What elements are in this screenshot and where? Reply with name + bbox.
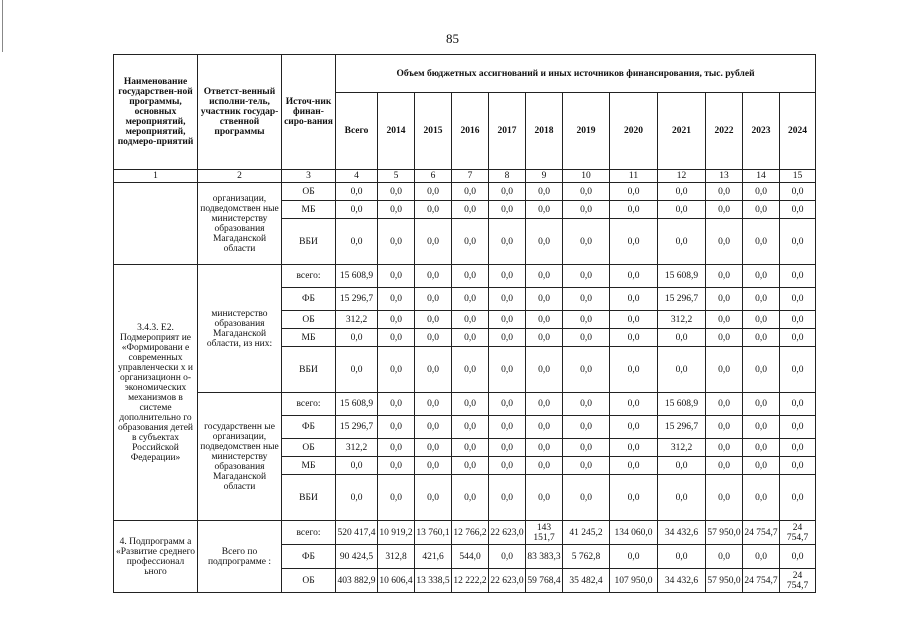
value-cell: 10 919,2 <box>378 521 415 545</box>
budget-table <box>113 54 816 593</box>
value-cell: 0,0 <box>526 201 563 219</box>
value-cell: 0,0 <box>658 329 706 347</box>
header-year: 2023 <box>743 93 780 170</box>
value-cell: 421,6 <box>415 545 452 569</box>
value-cell: 0,0 <box>706 265 743 288</box>
value-cell: 0,0 <box>489 475 526 521</box>
column-number: 6 <box>415 170 452 183</box>
value-cell: 0,0 <box>743 311 780 329</box>
value-cell: 0,0 <box>415 288 452 311</box>
value-cell: 0,0 <box>743 329 780 347</box>
value-cell: 0,0 <box>706 416 743 439</box>
value-cell: 0,0 <box>610 439 658 457</box>
value-cell: 0,0 <box>780 439 816 457</box>
value-cell: 15 296,7 <box>336 288 378 311</box>
column-number: 1 <box>114 170 198 183</box>
value-cell: 0,0 <box>378 265 415 288</box>
value-cell: 0,0 <box>658 183 706 201</box>
value-cell: 13 338,5 <box>415 569 452 593</box>
value-cell: 0,0 <box>610 201 658 219</box>
value-cell: 0,0 <box>526 219 563 265</box>
value-cell: 0,0 <box>610 347 658 393</box>
value-cell: 0,0 <box>415 219 452 265</box>
header-year: 2018 <box>526 93 563 170</box>
value-cell: 0,0 <box>658 457 706 475</box>
value-cell: 0,0 <box>336 457 378 475</box>
header-year: 2021 <box>658 93 706 170</box>
value-cell: 15 296,7 <box>336 416 378 439</box>
source-cell: ОБ <box>282 439 336 457</box>
value-cell: 0,0 <box>378 219 415 265</box>
value-cell: 0,0 <box>378 311 415 329</box>
column-number: 10 <box>563 170 610 183</box>
header-year: 2019 <box>563 93 610 170</box>
column-number: 7 <box>452 170 489 183</box>
value-cell: 0,0 <box>526 265 563 288</box>
value-cell: 0,0 <box>378 288 415 311</box>
value-cell: 0,0 <box>780 329 816 347</box>
value-cell: 0,0 <box>563 329 610 347</box>
value-cell: 0,0 <box>780 347 816 393</box>
value-cell: 107 950,0 <box>610 569 658 593</box>
source-cell: ОБ <box>282 183 336 201</box>
value-cell: 0,0 <box>526 183 563 201</box>
table-row <box>114 183 816 201</box>
value-cell: 0,0 <box>563 393 610 416</box>
value-cell: 0,0 <box>526 393 563 416</box>
value-cell: 0,0 <box>780 475 816 521</box>
value-cell: 34 432,6 <box>658 569 706 593</box>
value-cell: 15 296,7 <box>658 288 706 311</box>
value-cell: 0,0 <box>743 393 780 416</box>
value-cell: 15 608,9 <box>336 265 378 288</box>
value-cell: 0,0 <box>452 439 489 457</box>
value-cell: 0,0 <box>452 393 489 416</box>
value-cell: 0,0 <box>706 347 743 393</box>
value-cell: 312,2 <box>336 311 378 329</box>
value-cell: 0,0 <box>415 347 452 393</box>
value-cell: 0,0 <box>610 311 658 329</box>
value-cell: 0,0 <box>489 265 526 288</box>
value-cell: 134 060,0 <box>610 521 658 545</box>
value-cell: 0,0 <box>610 475 658 521</box>
value-cell: 0,0 <box>658 219 706 265</box>
header-year: 2016 <box>452 93 489 170</box>
value-cell: 0,0 <box>706 311 743 329</box>
value-cell: 0,0 <box>452 329 489 347</box>
value-cell: 0,0 <box>706 545 743 569</box>
value-cell: 0,0 <box>706 439 743 457</box>
executor-cell: государственн ые организации, подведомствен ные министерству образования Магаданской области <box>198 393 282 521</box>
value-cell: 22 623,0 <box>489 521 526 545</box>
value-cell: 312,2 <box>658 439 706 457</box>
value-cell: 24 754,7 <box>780 569 816 593</box>
value-cell: 0,0 <box>526 347 563 393</box>
value-cell: 90 424,5 <box>336 545 378 569</box>
value-cell: 0,0 <box>415 393 452 416</box>
value-cell: 0,0 <box>452 475 489 521</box>
value-cell: 0,0 <box>452 265 489 288</box>
source-cell: ОБ <box>282 569 336 593</box>
value-cell: 0,0 <box>658 201 706 219</box>
value-cell: 0,0 <box>780 393 816 416</box>
value-cell: 0,0 <box>489 439 526 457</box>
value-cell: 5 762,8 <box>563 545 610 569</box>
value-cell: 0,0 <box>563 457 610 475</box>
value-cell: 0,0 <box>610 219 658 265</box>
value-cell: 0,0 <box>706 329 743 347</box>
header-source: Источ-ник финан-сиро-вания <box>282 55 336 170</box>
value-cell: 24 754,7 <box>780 521 816 545</box>
value-cell: 57 950,0 <box>706 521 743 545</box>
value-cell: 0,0 <box>706 288 743 311</box>
value-cell: 0,0 <box>743 475 780 521</box>
value-cell: 0,0 <box>415 457 452 475</box>
value-cell: 0,0 <box>452 219 489 265</box>
header-year: 2022 <box>706 93 743 170</box>
table-row <box>114 265 816 288</box>
value-cell: 0,0 <box>563 439 610 457</box>
table-row <box>114 521 816 545</box>
source-cell: МБ <box>282 329 336 347</box>
column-number: 3 <box>282 170 336 183</box>
value-cell: 0,0 <box>415 475 452 521</box>
value-cell: 0,0 <box>336 183 378 201</box>
value-cell: 0,0 <box>610 457 658 475</box>
value-cell: 0,0 <box>378 347 415 393</box>
header-executor: Ответст-венный исполни-тель, участник государ-ственной программы <box>198 55 282 170</box>
value-cell: 0,0 <box>780 183 816 201</box>
value-cell: 0,0 <box>526 288 563 311</box>
value-cell: 0,0 <box>610 416 658 439</box>
column-number: 12 <box>658 170 706 183</box>
column-number: 2 <box>198 170 282 183</box>
header-funding-title: Объем бюджетных ассигнований и иных источников финансирования, тыс. рублей <box>336 55 816 93</box>
program-name-cell: 4. Подпрограмм а «Развитие среднего профессионал ьного <box>114 521 198 593</box>
value-cell: 0,0 <box>743 183 780 201</box>
page-number: 85 <box>446 31 459 46</box>
value-cell: 83 383,3 <box>526 545 563 569</box>
value-cell: 0,0 <box>563 311 610 329</box>
source-cell: всего: <box>282 393 336 416</box>
column-number: 5 <box>378 170 415 183</box>
value-cell: 12 222,2 <box>452 569 489 593</box>
value-cell: 0,0 <box>610 393 658 416</box>
source-cell: МБ <box>282 457 336 475</box>
value-cell: 22 623,0 <box>489 569 526 593</box>
value-cell: 0,0 <box>415 183 452 201</box>
value-cell: 0,0 <box>415 329 452 347</box>
value-cell: 0,0 <box>610 183 658 201</box>
value-cell: 0,0 <box>658 545 706 569</box>
value-cell: 0,0 <box>452 183 489 201</box>
header-year: 2014 <box>378 93 415 170</box>
value-cell: 0,0 <box>415 439 452 457</box>
source-cell: МБ <box>282 201 336 219</box>
value-cell: 0,0 <box>743 288 780 311</box>
value-cell: 0,0 <box>452 311 489 329</box>
value-cell: 0,0 <box>526 475 563 521</box>
value-cell: 0,0 <box>336 201 378 219</box>
source-cell: ФБ <box>282 288 336 311</box>
value-cell: 0,0 <box>526 329 563 347</box>
source-cell: всего: <box>282 521 336 545</box>
value-cell: 0,0 <box>563 288 610 311</box>
value-cell: 0,0 <box>489 347 526 393</box>
column-number: 14 <box>743 170 780 183</box>
value-cell: 24 754,7 <box>743 521 780 545</box>
value-cell: 0,0 <box>489 457 526 475</box>
value-cell: 0,0 <box>563 347 610 393</box>
value-cell: 0,0 <box>378 183 415 201</box>
value-cell: 0,0 <box>336 347 378 393</box>
value-cell: 0,0 <box>489 329 526 347</box>
value-cell: 0,0 <box>452 347 489 393</box>
source-cell: ВБИ <box>282 475 336 521</box>
value-cell: 0,0 <box>743 219 780 265</box>
value-cell: 0,0 <box>658 347 706 393</box>
source-cell: ФБ <box>282 545 336 569</box>
value-cell: 0,0 <box>706 475 743 521</box>
value-cell: 24 754,7 <box>743 569 780 593</box>
value-cell: 0,0 <box>378 439 415 457</box>
value-cell: 0,0 <box>706 219 743 265</box>
value-cell: 0,0 <box>563 201 610 219</box>
source-cell: ВБИ <box>282 219 336 265</box>
column-number: 8 <box>489 170 526 183</box>
value-cell: 0,0 <box>415 311 452 329</box>
value-cell: 0,0 <box>336 329 378 347</box>
executor-cell: Всего по подпрограмме : <box>198 521 282 593</box>
value-cell: 0,0 <box>743 201 780 219</box>
value-cell: 312,8 <box>378 545 415 569</box>
column-number: 9 <box>526 170 563 183</box>
value-cell: 312,2 <box>336 439 378 457</box>
value-cell: 0,0 <box>610 329 658 347</box>
value-cell: 15 608,9 <box>336 393 378 416</box>
value-cell: 0,0 <box>526 439 563 457</box>
header-year: 2020 <box>610 93 658 170</box>
value-cell: 403 882,9 <box>336 569 378 593</box>
value-cell: 0,0 <box>743 545 780 569</box>
header-total: Всего <box>336 93 378 170</box>
source-cell: всего: <box>282 265 336 288</box>
value-cell: 0,0 <box>706 457 743 475</box>
value-cell: 0,0 <box>563 219 610 265</box>
value-cell: 0,0 <box>706 201 743 219</box>
value-cell: 312,2 <box>658 311 706 329</box>
value-cell: 57 950,0 <box>706 569 743 593</box>
header-year: 2015 <box>415 93 452 170</box>
column-number: 13 <box>706 170 743 183</box>
source-cell: ВБИ <box>282 347 336 393</box>
value-cell: 0,0 <box>378 329 415 347</box>
value-cell: 0,0 <box>489 311 526 329</box>
value-cell: 0,0 <box>415 201 452 219</box>
value-cell: 0,0 <box>563 416 610 439</box>
value-cell: 143 151,7 <box>526 521 563 545</box>
value-cell: 0,0 <box>489 201 526 219</box>
value-cell: 0,0 <box>706 393 743 416</box>
value-cell: 0,0 <box>489 416 526 439</box>
table-row <box>114 393 816 416</box>
value-cell: 0,0 <box>526 416 563 439</box>
value-cell: 0,0 <box>743 457 780 475</box>
value-cell: 0,0 <box>563 183 610 201</box>
value-cell: 0,0 <box>526 457 563 475</box>
value-cell: 15 608,9 <box>658 265 706 288</box>
value-cell: 0,0 <box>780 416 816 439</box>
value-cell: 0,0 <box>610 545 658 569</box>
column-number: 11 <box>610 170 658 183</box>
value-cell: 0,0 <box>336 475 378 521</box>
value-cell: 0,0 <box>378 457 415 475</box>
program-name-cell <box>114 183 198 265</box>
value-cell: 544,0 <box>452 545 489 569</box>
value-cell: 0,0 <box>378 416 415 439</box>
program-name-cell: 3.4.3. Е2. Подмероприят ие «Формировани е современных управленчески х и организационн о-экономических механизмов в системе дополнительно го образования детей в субъектах Российской Федерации» <box>114 265 198 521</box>
value-cell: 0,0 <box>743 416 780 439</box>
value-cell: 59 768,4 <box>526 569 563 593</box>
source-cell: ФБ <box>282 416 336 439</box>
executor-cell: министерство образования Магаданской области, из них: <box>198 265 282 393</box>
value-cell: 0,0 <box>526 311 563 329</box>
value-cell: 0,0 <box>378 201 415 219</box>
value-cell: 0,0 <box>743 265 780 288</box>
source-cell: ОБ <box>282 311 336 329</box>
value-cell: 0,0 <box>452 416 489 439</box>
value-cell: 0,0 <box>378 393 415 416</box>
value-cell: 0,0 <box>780 201 816 219</box>
value-cell: 12 766,2 <box>452 521 489 545</box>
value-cell: 0,0 <box>706 183 743 201</box>
header-program-name: Наименование государствен-ной программы, основных мероприятий, мероприятий, подмеро-приятий <box>114 55 198 170</box>
value-cell: 0,0 <box>743 439 780 457</box>
value-cell: 0,0 <box>452 288 489 311</box>
value-cell: 0,0 <box>563 475 610 521</box>
value-cell: 0,0 <box>336 219 378 265</box>
value-cell: 0,0 <box>378 475 415 521</box>
value-cell: 0,0 <box>780 311 816 329</box>
value-cell: 0,0 <box>780 288 816 311</box>
value-cell: 0,0 <box>452 457 489 475</box>
value-cell: 0,0 <box>780 219 816 265</box>
value-cell: 0,0 <box>658 475 706 521</box>
column-number: 15 <box>780 170 816 183</box>
value-cell: 0,0 <box>489 183 526 201</box>
column-number: 4 <box>336 170 378 183</box>
value-cell: 34 432,6 <box>658 521 706 545</box>
value-cell: 0,0 <box>452 201 489 219</box>
value-cell: 15 608,9 <box>658 393 706 416</box>
value-cell: 0,0 <box>489 545 526 569</box>
value-cell: 0,0 <box>780 457 816 475</box>
value-cell: 0,0 <box>780 265 816 288</box>
value-cell: 0,0 <box>489 393 526 416</box>
header-year: 2024 <box>780 93 816 170</box>
value-cell: 41 245,2 <box>563 521 610 545</box>
value-cell: 0,0 <box>610 265 658 288</box>
value-cell: 35 482,4 <box>563 569 610 593</box>
value-cell: 520 417,4 <box>336 521 378 545</box>
value-cell: 0,0 <box>743 347 780 393</box>
value-cell: 0,0 <box>780 545 816 569</box>
value-cell: 15 296,7 <box>658 416 706 439</box>
executor-cell: организации, подведомствен ные министерству образования Магаданской области <box>198 183 282 265</box>
value-cell: 13 760,1 <box>415 521 452 545</box>
value-cell: 0,0 <box>610 288 658 311</box>
value-cell: 10 606,4 <box>378 569 415 593</box>
header-year: 2017 <box>489 93 526 170</box>
value-cell: 0,0 <box>415 416 452 439</box>
value-cell: 0,0 <box>489 219 526 265</box>
value-cell: 0,0 <box>415 265 452 288</box>
value-cell: 0,0 <box>489 288 526 311</box>
value-cell: 0,0 <box>563 265 610 288</box>
